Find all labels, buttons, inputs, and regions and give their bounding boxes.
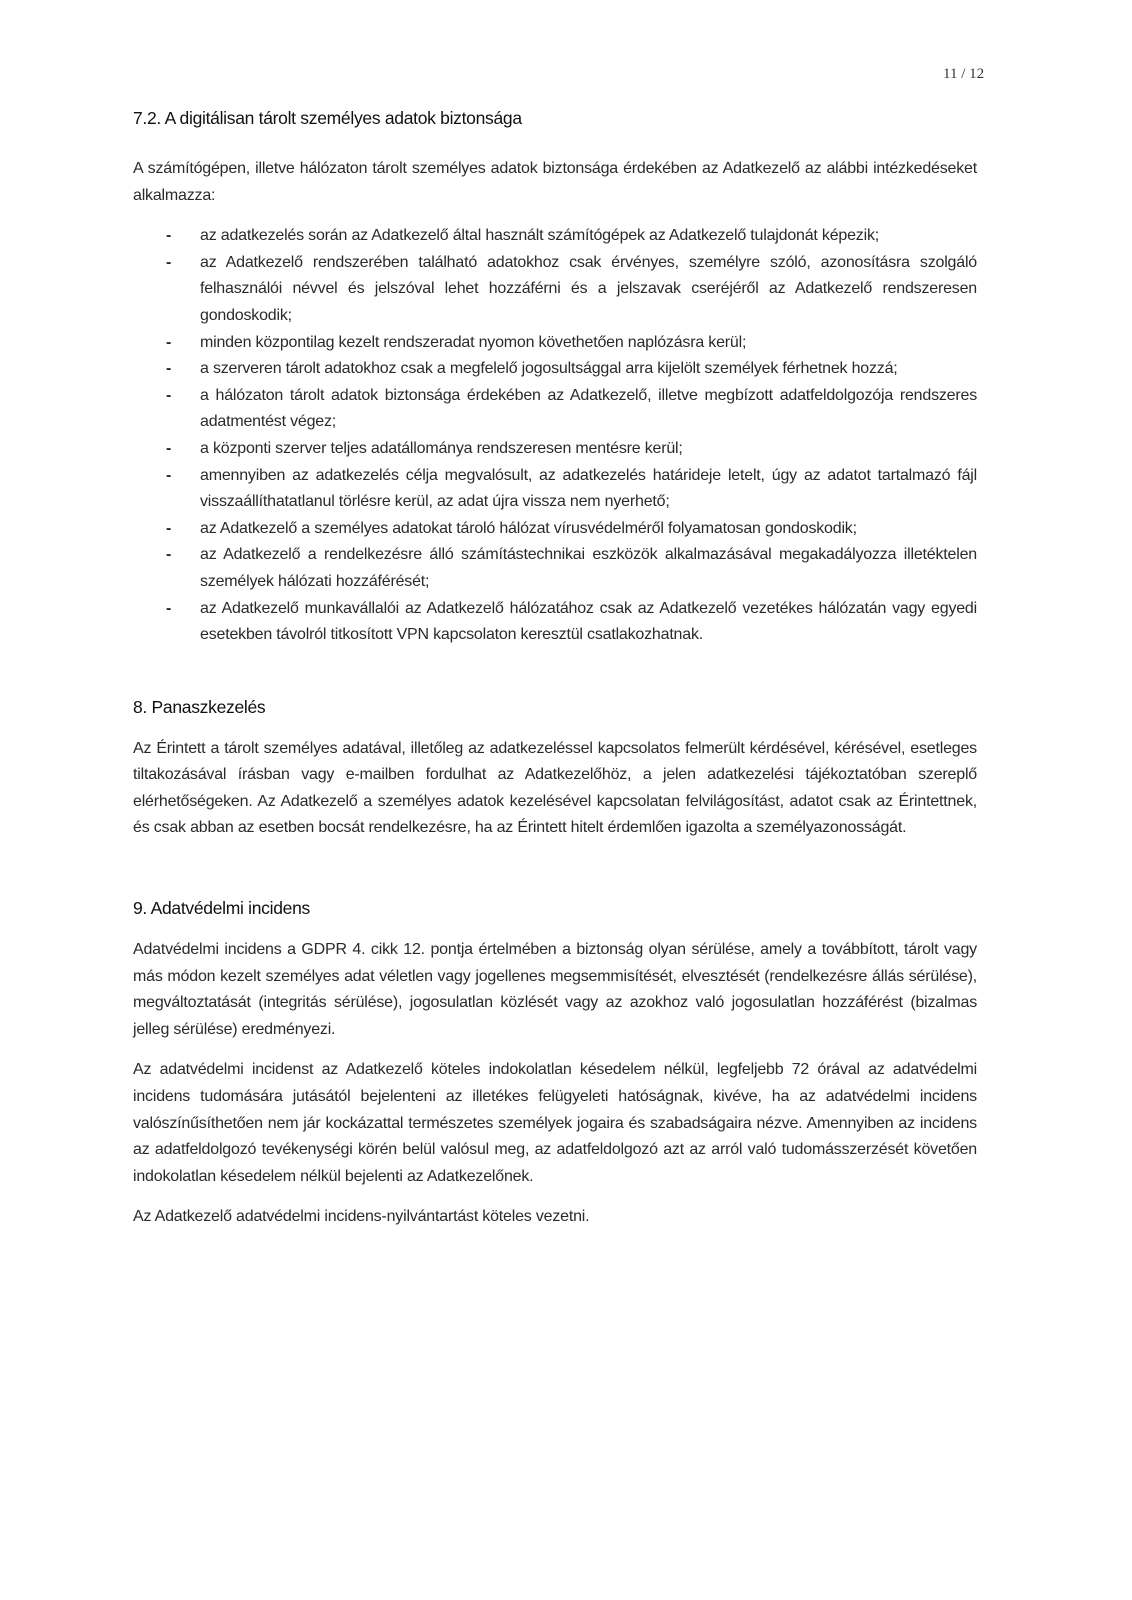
section-title: 7.2. A digitálisan tárolt személyes adatok biztonsága — [133, 108, 522, 128]
list-item-text: a központi szerver teljes adatállománya rendszeresen mentésre kerül; — [200, 439, 683, 457]
list-item — [133, 223, 977, 250]
section-paragraph: Adatvédelmi incidens a GDPR 4. cikk 12. pontja értelmében a biztonság olyan sérülése, amely a továbbított, tárolt vagy más módon kezelt személyes adat véletlen vagy jogellenes megsemmisítését, elvesztését (rendelkezésre állás sérülése), megváltoztatását (integritás sérülése), jogosulatlan közlését vagy az azokhoz való jogosulatlan hozzáférést (bizalmas jelleg sérülése) eredményezi. — [133, 941, 977, 1038]
list-item-text: az adatkezelés során az Adatkezelő által használt számítógépek az Adatkezelő tulajdonát képezik; — [200, 227, 880, 245]
document-content — [133, 108, 977, 1231]
security-measures-list — [133, 223, 977, 649]
section-title: 9. Adatvédelmi incidens — [133, 898, 310, 919]
dash-bullet-icon: - — [166, 227, 172, 245]
dash-bullet-icon: - — [166, 333, 172, 351]
page-number: 11 / 12 — [943, 66, 985, 82]
list-item — [133, 596, 977, 649]
section-body: Az Érintett a tárolt személyes adatával, illetőleg az adatkezeléssel kapcsolatos felmerült kérdésével, kérésével, esetleges tiltakozásával írásban vagy e-mailben fordulhat az Adatkezelőhöz, a jelen adatkezelési tájékoztatóban szereplő elérhetőségeken. Az Adatkezelő a személyes adatok kezelésével kapcsolatan felvilágosítást, adatot csak az Érintettnek, és csak abban az esetben bocsát rendelkezésre, ha az Érintett hitelt érdemlően igazolta a személyazonosságát. — [133, 739, 977, 837]
dash-bullet-icon: - — [166, 466, 172, 484]
section-8 — [133, 697, 977, 842]
section-title: 8. Panaszkezelés — [133, 696, 266, 717]
section-paragraph: Az Adatkezelő adatvédelmi incidens-nyilvántartást köteles vezetni. — [133, 1208, 590, 1226]
dash-bullet-icon: - — [166, 253, 172, 271]
list-item — [133, 250, 977, 330]
list-item-text: a szerveren tárolt adatokhoz csak a megfelelő jogosultsággal arra kijelölt személyek férhetnek hozzá; — [200, 360, 898, 378]
list-item — [133, 436, 977, 463]
dash-bullet-icon: - — [166, 360, 172, 378]
list-item-text: a hálózaton tárolt adatok biztonsága érdekében az Adatkezelő, illetve megbízott adatfeldolgozója rendszeres adatmentést végez; — [200, 386, 977, 431]
dash-bullet-icon: - — [166, 439, 172, 457]
dash-bullet-icon: - — [166, 386, 172, 404]
list-item-text: amennyiben az adatkezelés célja megvalósult, az adatkezelés határideje letelt, úgy az adatot tartalmazó fájl visszaállíthatatlanul törlésre kerül, az adat újra vissza nem nyerhető; — [200, 466, 977, 511]
section-9 — [133, 898, 977, 1231]
list-item — [133, 356, 977, 383]
list-item — [133, 516, 977, 543]
list-item-text: az Adatkezelő munkavállalói az Adatkezelő hálózatához csak az Adatkezelő vezetékes hálózatán vagy egyedi esetekben távolról titkosított VPN kapcsolaton keresztül csatlakozhatnak. — [200, 599, 977, 644]
list-item-text: az Adatkezelő rendszerében található adatokhoz csak érvényes, személyre szóló, azonosításra szolgáló felhasználói névvel és jelszóval lehet hozzáférni és a jelszavak cseréjéről az Adatkezelő rendszeresen gondoskodik; — [200, 253, 977, 324]
list-item — [133, 542, 977, 595]
dash-bullet-icon: - — [166, 599, 172, 617]
list-item — [133, 330, 977, 357]
section-7-2 — [133, 108, 977, 649]
dash-bullet-icon: - — [166, 546, 172, 564]
list-item-text: az Adatkezelő a rendelkezésre álló számítástechnikai eszközök alkalmazásával megakadályozza illetéktelen személyek hálózati hozzáférését; — [200, 546, 977, 590]
section-paragraph: Az adatvédelmi incidenst az Adatkezelő köteles indokolatlan késedelem nélkül, legfeljebb 72 órával az adatvédelmi incidens tudomására jutásától bejelenteni az illetékes felügyeleti hatóságnak, kivéve, ha az adatvédelmi incidens valószínűsíthetően nem jár kockázattal természetes személyek jogaira és szabadságaira nézve. Amennyiben az incidens az adatfeldolgozó tevékenységi körén belül valósul meg, az adatfeldolgozó azt az arról való tudomásszerzését követően indokolatlan késedelem nélkül bejelenti az Adatkezelőnek. — [133, 1061, 977, 1185]
section-intro: A számítógépen, illetve hálózaton tárolt személyes adatok biztonsága érdekében az Adatkezelő az alábbi intézkedéseket alkalmazza: — [133, 160, 977, 204]
list-item-text: minden központilag kezelt rendszeradat nyomon követhetően naplózásra kerül; — [200, 333, 747, 351]
list-item-text: az Adatkezelő a személyes adatokat tároló hálózat vírusvédelméről folyamatosan gondoskodik; — [200, 519, 857, 537]
dash-bullet-icon: - — [166, 519, 172, 537]
list-item — [133, 463, 977, 516]
list-item — [133, 383, 977, 436]
